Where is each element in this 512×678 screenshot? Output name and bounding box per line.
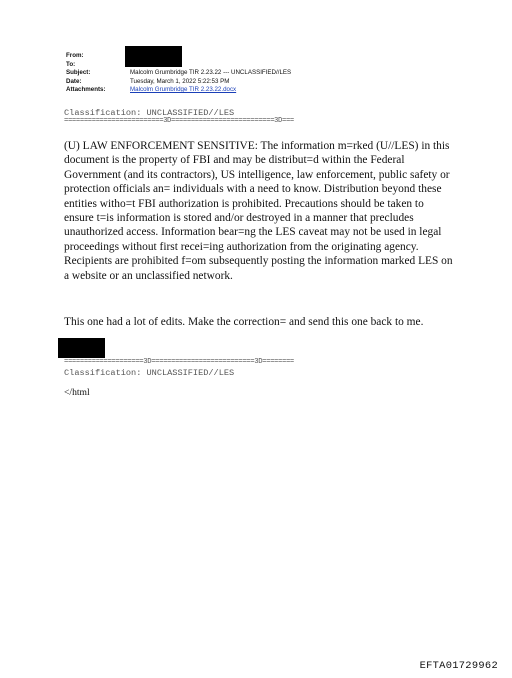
from-row [66,52,291,61]
from-label: From: [66,52,84,59]
attachments-label: Attachments: [66,86,106,94]
separator-bottom: ====================3D==========================3D======== [64,358,294,366]
attachment-link[interactable]: Malcolm Grumbridge TIR 2.23.22.docx [130,86,237,94]
subject-row [66,69,291,78]
to-row [66,61,291,70]
subject-label: Subject: [66,69,91,77]
classification-bottom: Classification: UNCLASSIFIED//LES [64,368,235,378]
to-label: To: [66,60,76,68]
date-row [66,78,291,87]
subject-value: Malcolm Grumbridge TIR 2.23.22 --- UNCLASSIFIED//LES [130,69,292,77]
closing-message: This one had a lot of edits. Make the correction= and send this one back to me. [64,316,424,328]
html-close-tag: </html [64,387,90,398]
document-id: EFTA01729962 [419,660,498,672]
attachments-row [66,86,291,95]
date-label: Date: [66,77,82,85]
separator-top: =========================3D==========================3D=== [64,117,294,125]
date-value: Tuesday, March 1, 2022 5:22:53 PM [130,77,230,85]
redaction-box-signature [58,338,105,358]
les-notice-paragraph: (U) LAW ENFORCEMENT SENSITIVE: The information m=rked (U//LES) in this document is the property of FBI and may be distribut=d within the Federal Government (and its contractors), US intelligence, law enforcement, public safety or protection officials an= individuals with a need to know. Distribution beyond these entities witho=t FBI authorization is prohibited. Precautions should be taken to ensure t=is information is stored and/or destroyed in a manner that precludes unauthorized access. Information bear=ng the LES caveat may not be used in legal proceedings without first recei=ing authorization from the originating agency. Recipients are prohibited f=om subsequently posting the information marked LES on a website or an unclassified network. [64,140,453,282]
classification-top: Classification: UNCLASSIFIED//LES [64,108,235,118]
email-header [66,52,291,95]
